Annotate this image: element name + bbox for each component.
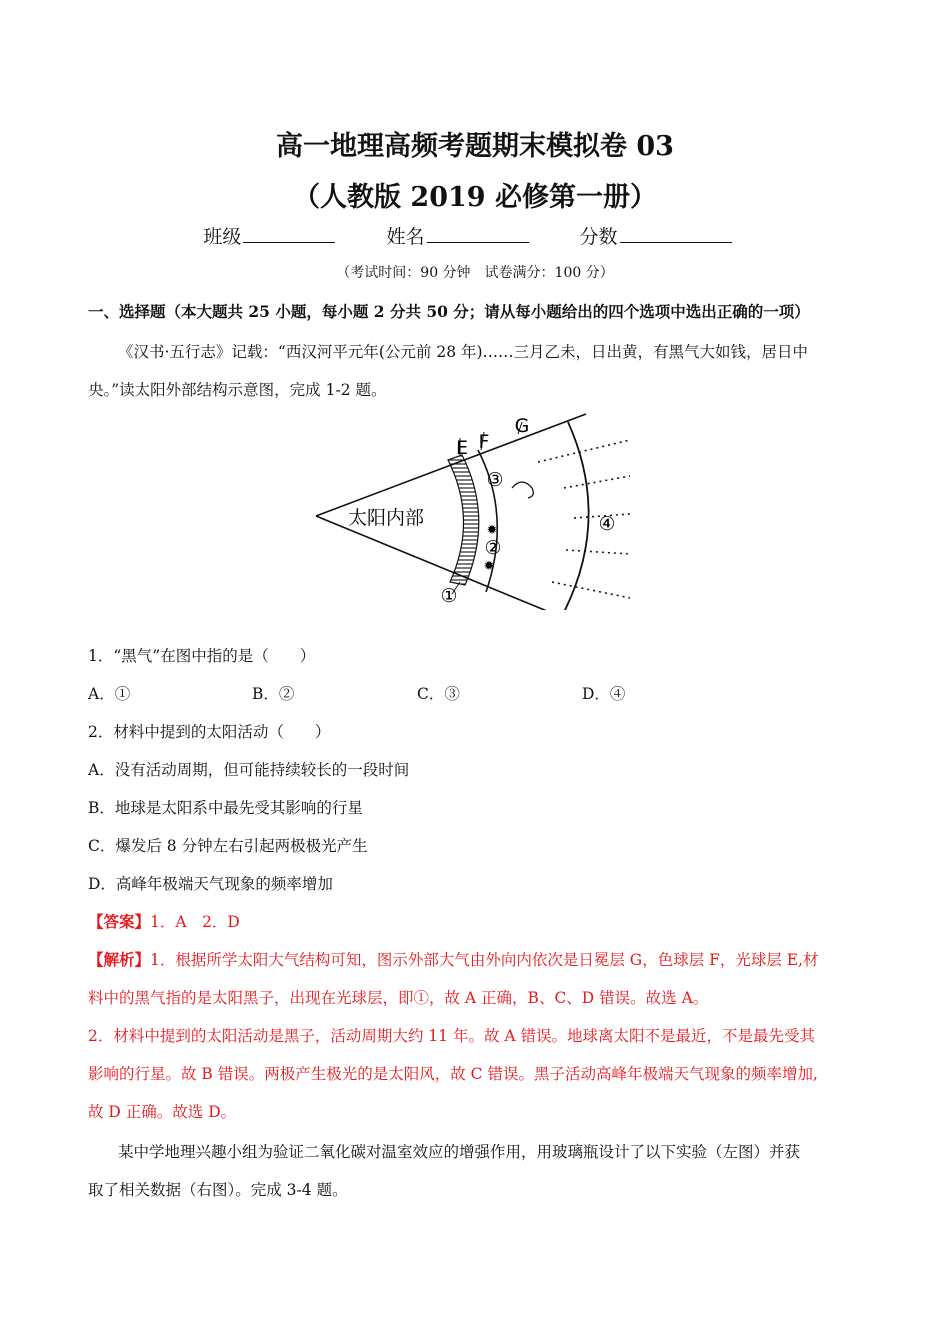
sun-interior-label: 太阳内部	[348, 507, 425, 529]
q1-option-a: A．①	[88, 685, 131, 703]
photosphere-band	[448, 455, 479, 585]
marker-3-label: ③	[486, 469, 504, 491]
name-label: 姓名	[386, 226, 425, 248]
name-blank	[427, 224, 529, 243]
q2-option-b: B．地球是太阳系中最先受其影响的行星	[88, 799, 363, 817]
analysis-line: 影响的行星。故 B 错误。两极产生极光的是太阳风，故 C 错误。黑子活动高峰年极端天气现象的频率增加,	[88, 1065, 818, 1083]
flare-icon: ✹	[486, 523, 498, 538]
passage-line: 某中学地理兴趣小组为验证二氧化碳对温室效应的增强作用，用玻璃瓶设计了以下实验（左图）并获	[118, 1143, 801, 1161]
sun-structure-diagram	[300, 410, 640, 610]
answer-text: 1．A 2．D	[150, 913, 240, 931]
solar-wind-line	[566, 550, 630, 554]
passage-line: 取了相关数据（右图）。完成 3-4 题。	[88, 1181, 348, 1199]
passage-line: 央。”读太阳外部结构示意图，完成 1-2 题。	[88, 381, 387, 399]
wedge-upper-edge	[316, 414, 586, 516]
q1-option-b: B．②	[252, 685, 295, 703]
section-heading: 一、选择题（本大题共 25 小题，每小题 2 分共 50 分；请从每小题给出的四个选项中选出正确的一项）	[88, 302, 810, 321]
class-field	[203, 222, 350, 249]
name-field	[386, 222, 543, 249]
marker-2-label: ②	[484, 537, 502, 559]
q1-option-d: D．④	[582, 685, 626, 703]
layer-g-label: G	[514, 415, 530, 437]
solar-wind-line	[564, 476, 630, 488]
answer-label: 【答案】	[88, 912, 151, 931]
page-title: 高一地理高频考题期末模拟卷 03	[276, 131, 674, 162]
answer-line	[88, 910, 240, 932]
score-label: 分数	[579, 226, 618, 248]
score-blank	[620, 224, 732, 243]
marker-1-label: ①	[440, 585, 458, 607]
score-field	[580, 222, 747, 249]
solar-wind-line	[538, 440, 630, 462]
analysis-line: 料中的黑气指的是太阳黑子，出现在光球层，即①，故 A 正确，B、C、D 错误。故选 A。	[88, 989, 709, 1007]
class-label: 班级	[203, 226, 242, 248]
solar-wind-line	[552, 582, 630, 598]
analysis-line: 2．材料中提到的太阳活动是黑子，活动周期大约 11 年。故 A 错误。地球离太阳不是最近，不是最先受其	[88, 1027, 815, 1045]
exam-info: （考试时间：90 分钟 试卷满分：100 分）	[336, 265, 614, 281]
prominence-icon	[512, 482, 533, 498]
analysis-label: 【解析】	[88, 950, 151, 969]
analysis-line: 故 D 正确。故选 D。	[88, 1103, 237, 1121]
layer-e-label: E	[455, 437, 469, 459]
analysis-line	[88, 948, 819, 970]
page-subtitle: （人教版 2019 必修第一册）	[293, 182, 657, 213]
question-2-stem: 2．材料中提到的太阳活动（ ）	[88, 723, 331, 741]
passage-line: 《汉书·五行志》记载：“西汉河平元年(公元前 28 年)……三月乙未，日出黄，有黑气大如钱，居日中	[118, 343, 809, 361]
class-blank	[243, 224, 335, 243]
question-1-stem: 1．“黑气”在图中指的是（ ）	[88, 647, 316, 665]
layer-f-label: F	[478, 431, 490, 453]
flare-icon: ✹	[483, 559, 495, 574]
q2-option-d: D．高峰年极端天气现象的频率增加	[88, 875, 333, 893]
q2-option-c: C．爆发后 8 分钟左右引起两极极光产生	[88, 837, 368, 855]
q1-option-c: C．③	[417, 685, 460, 703]
student-info-row	[0, 222, 950, 249]
analysis-text: 1．根据所学太阳大气结构可知，图示外部大气由外向内依次是日冕层 G，色球层 F，光球层 E,材	[150, 951, 819, 969]
marker-4-label: ④	[598, 513, 616, 535]
q2-option-a: A．没有活动周期，但可能持续较长的一段时间	[88, 761, 410, 779]
